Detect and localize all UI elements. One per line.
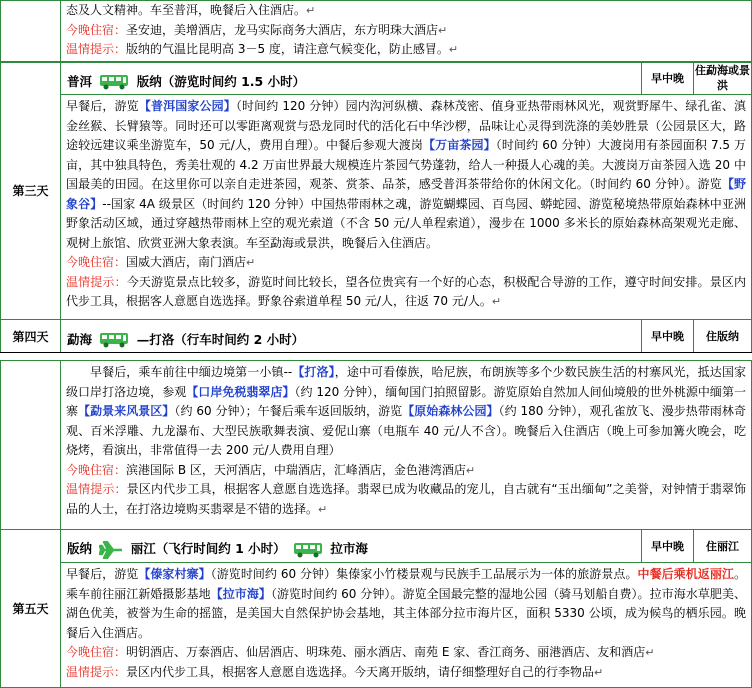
day3-stay-value: 国威大酒店，南门酒店 — [126, 255, 247, 269]
day4-body: 早餐后，乘车前往中缅边境第一小镇--【打洛】，途中可看傣族，哈尼族，布朗族等多个少数民族生活的村寨风光，抵达国家级口岸打洛边境，参观【口岸免税翡翠店】（约 120 分钟），缅甸国门拍照留影。游览原始自然加人间仙境般的世外桃源中缅第一寨【勐景来风景区】（约 60 分钟）；午餐后乘车返回版纳，游览【原始森林公园】（约 180 分钟），观孔雀放飞、漫步热带雨林奇观、百米浮雕、九龙瀑布、大型民族歌舞表演、爱伲山寨（电瓶车 40 元/人不含）。晚餐后入住酒店（晚上可参加篝火晚会，吃烧烤，看演出，非常值得一去 200 元/人费用自理） 今晚住宿：滨港国际 B 区，天河酒店，中瑞酒店，汇峰酒店，金色港湾酒店↵ 温情提示：景区内代步工具，根据客人意愿自选选择。翡翠已成为收藏品的宠儿，自古就有“玉出缅甸”之美誉，对钟情于翡翠饰品的人士，在打洛边境购买翡翠是不错的选择。↵ — [61, 361, 752, 530]
day5-duration: （飞行时间约 1 小时） — [155, 541, 286, 557]
day3-tip-value: 今天游览景点比较多，游览时间比较长，望各位贵宾有一个好的心态，积极配合导游的工作，遵守时间安排。景区内代步工具，根据客人意愿自选选择。野象谷索道单程 50 元/人，往返 70 元/人。 — [66, 274, 746, 308]
bus-icon — [293, 542, 323, 558]
day5-hotel: 住丽江 — [693, 530, 751, 563]
description-text: 早餐后，乘车前往中缅边境第一小镇-- — [90, 365, 293, 379]
day4-tip-value: 景区内代步工具，根据客人意愿自选选择。翡翠已成为收藏品的宠儿，自古就有“玉出缅甸”之美誉，对钟情于翡翠饰品的人士，在打洛边境购买翡翠是不错的选择。 — [66, 482, 746, 516]
description-text: 早餐后，游览 — [66, 567, 139, 581]
attraction-name: 【勐景来风景区】 — [78, 404, 175, 418]
day3-stay-label: 今晚住宿： — [66, 255, 127, 269]
day5-body: 早餐后，游览【傣家村寨】（游览时间约 60 分钟）集傣家小竹楼景观与民族手工品展示为一体的旅游景点。中餐后乘机返丽江。乘车前往丽江新婚摄影基地【拉市海】（游览时间约 60 分钟）。游览全国最完整的湿地公园（骑马划船自费）。拉市海水草肥美、湖色优美，被誉为生命的摇篮，是美国大自然保护协会基地，其主体部分拉市海片区，面积 5330 公顷，成为候鸟的栖乐园。晚餐后入住酒店。 今晚住宿：明钥酒店、万泰酒店、仙居酒店、明珠苑、丽水酒店、南苑 E 家、香江商务、丽港酒店、友和酒店↵ 温情提示：景区内代步工具，根据客人意愿自选选择。今天离开版纳，请仔细整理好自己的行李物品↵ — [61, 563, 752, 688]
attraction-name: 【原始森林公园】 — [402, 404, 499, 418]
day4-description — [66, 363, 746, 461]
page-break-line — [0, 352, 752, 353]
day3-from: 普洱 — [67, 73, 93, 89]
description-text: （游览时间约 60 分钟）。游览全国最完整的湿地公园（骑马划船自费）。拉市海水草肥美、湖色优美，被誉为生命的摇篮，是美国大自然保护协会基地，其主体部分拉市海片区，面积 5330 公顷，成为候鸟的栖乐园。晚餐后入住酒店。 — [66, 586, 746, 640]
attraction-name: 【打洛】 — [292, 365, 335, 379]
day4-hotel: 住版纳 — [694, 320, 752, 353]
day3-body: 早餐后，游览【普洱国家公园】（时间约 120 分钟）园内沟河纵横、森林茂密、值身亚热带雨林风光，观赏野犀牛、绿孔雀、滇金丝猴、长臂猿等。同时还可以零距离观赏与恐龙同时代的活化石中华沙椤，品味让心灵得到洗涤的美妙胜景（公园景区大，路途较远建议乘坐游览车，50 元/人，费用自理）。中餐后参观大渡岗【万亩茶园】（时间约 60 分钟）大渡岗用有茶园面积 7.5 万亩，其中独具特色，秀美壮观的 4.2 万亩世界最大规模连片茶园气势蓬勃，给人一种摄人心魂的美。大渡岗万亩茶园入选 20 中国最美的田园。在这里你可以亲自走进茶园，观茶、赏茶、品茶，感受普洱茶带给你的休闲文化。（时间约 60 分钟）。游览【野象谷】--国家 4A 级景区（时间约 120 分钟）中国热带雨林之魂，游览蝴蝶园、百鸟园、蟒蛇园、游览秘境热带原始森林中亚洲野象活动区域，通过穿越热带雨林上空的观光索道（不含 50 元/人单程索道），漫步在 1000 多米长的原始森林高架观光走廊、观树上旅馆、欣赏亚洲大象表演。车至勐海或景洪，晚餐后入住酒店。 今晚住宿：国威大酒店，南门酒店↵ 温情提示：今天游览景点比较多，游览时间比较长，望各位贵宾有一个好的心态，积极配合导游的工作，遵守时间安排。景区内代步工具，根据客人意愿自选选择。野象谷索道单程 50 元/人，往返 70 元/人。↵ — [61, 95, 752, 320]
day5-from: 版纳 — [67, 541, 93, 557]
day4-from: 勐海 — [67, 331, 93, 347]
day4-tip-label: 温情提示： — [66, 482, 127, 496]
day4-stay-label: 今晚住宿： — [66, 462, 127, 477]
day4-to: —打洛 — [136, 331, 175, 347]
day3-route-title — [61, 62, 642, 95]
day2-tail: 态及人文精神。车至普洱，晚餐后入住酒店。↵ 今晚住宿：圣安迪，美增酒店，龙马实际商务大酒店，东方明珠大酒店↵ 温情提示：版纳的气温比昆明高 3－5 度，请注意气候变化，防止感冒。↵ — [0, 0, 752, 63]
day3-meals: 早中晚 — [642, 62, 694, 95]
day5-description — [66, 565, 746, 643]
day3-description — [66, 97, 746, 253]
day3-tip-label: 温情提示： — [66, 274, 127, 289]
day2-tip-value: 版纳的气温比昆明高 3－5 度，请注意气候变化，防止感冒。 — [126, 42, 449, 56]
day5-to: 丽江 — [130, 541, 156, 557]
attraction-name: 【万亩茶园】 — [423, 138, 496, 152]
day2-day-cell — [1, 1, 61, 63]
day5-tip-value: 景区内代步工具，根据客人意愿自选选择。今天离开版纳，请仔细整理好自己的行李物品 — [126, 664, 595, 679]
day5-route-title — [61, 530, 642, 563]
day5-stay-label: 今晚住宿： — [66, 645, 127, 659]
day5-tip-label: 温情提示： — [66, 664, 127, 679]
day4-label: 第四天 — [1, 320, 61, 353]
day5-label: 第五天 — [1, 530, 61, 688]
day5-meals: 早中晚 — [641, 530, 693, 563]
day3-label: 第三天 — [1, 62, 61, 320]
day4-5-block — [0, 360, 752, 688]
description-text: --国家 4A 级景区（时间约 120 分钟）中国热带雨林之魂，游览蝴蝶园、百鸟园、蟒蛇园、游览秘境热带原始森林中亚洲野象活动区域，通过穿越热带雨林上空的观光索道（不含 50 元/人单程索道），漫步在 1000 多米长的原始森林高架观光走廊、观树上旅馆、欣赏亚洲大象表演。车至勐海或景洪，晚餐后入住酒店。 — [66, 196, 746, 250]
description-text: 早餐后，游览 — [66, 99, 139, 113]
day3-duration: （游览时间约 1.5 小时） — [161, 73, 306, 89]
description-text: （约 180 分钟），观孔雀放飞、漫步热带雨林奇观、百米浮雕、九龙瀑布、大型民族歌舞表演、爱伲山寨（电瓶车 40 元/人不含）。晚餐后入住酒店（晚上可参加篝火晚会，吃烧烤，看演出，非常值得一去 200 元/人费用自理） — [66, 404, 746, 457]
airplane-icon — [99, 541, 123, 559]
description-text: ，途中可看傣族，哈尼族，布朗族等多个少数民族生活的村寨风光，抵达国家级口岸打洛边境，参观 — [66, 365, 746, 399]
description-text: （约 120 分钟），缅甸国门拍照留影。游览原始自然加人间仙境般的世外桃源中缅第一寨 — [66, 384, 746, 418]
day3-block — [0, 61, 752, 353]
bus-icon — [99, 332, 129, 348]
day3-to: 版纳 — [136, 73, 162, 89]
attraction-name: 【拉市海】 — [210, 586, 271, 601]
description-text: （游览时间约 60 分钟）集傣家小竹楼景观与民族手工品展示为一体的旅游景点。 — [210, 567, 638, 581]
day2-tip-label: 温情提示： — [66, 42, 127, 56]
day4-stay-value: 滨港国际 B 区，天河酒店，中瑞酒店，汇峰酒店，金色港湾酒店 — [126, 462, 466, 477]
day5-to2: 拉市海 — [330, 541, 368, 557]
attraction-name: 【野象谷】 — [66, 177, 746, 211]
day4-duration: （行车时间约 2 小时） — [174, 331, 305, 347]
day5-stay-value: 明钥酒店、万泰酒店、仙居酒店、明珠苑、丽水酒店、南苑 E 家、香江商务、丽港酒店、友和酒店 — [126, 645, 646, 659]
description-text: （约 60 分钟）；午餐后乘车返回版纳，游览 — [174, 404, 403, 418]
bus-icon — [99, 74, 129, 90]
day4-meals: 早中晚 — [642, 320, 694, 353]
attraction-name: 【普洱国家公园】 — [138, 99, 236, 113]
day4-day-cell-continued — [1, 361, 61, 530]
attraction-name: 【傣家村寨】 — [138, 567, 211, 581]
day4-route-title — [61, 320, 642, 353]
day2-text-tail: 态及人文精神。车至普洱，晚餐后入住酒店。 — [66, 3, 307, 17]
description-text: 。乘车前往丽江新婚摄影基地 — [66, 567, 746, 601]
description-text: （时间约 120 分钟）园内沟河纵横、森林茂密、值身亚热带雨林风光，观赏野犀牛、绿孔雀、滇金丝猴、长臂猿等。同时还可以零距离观赏与恐龙同时代的活化石中华沙椤，品味让心灵得到洗涤的美妙胜景（公园景区大，路途较远建议乘坐游览车，50 元/人，费用自理）。中餐后参观大渡岗 — [66, 99, 746, 152]
day2-stay-value: 圣安迪，美增酒店，龙马实际商务大酒店，东方明珠大酒店 — [126, 22, 439, 37]
highlight-text: 中餐后乘机返丽江 — [637, 567, 734, 581]
description-text: （时间约 60 分钟）大渡岗用有茶园面积 7.5 万亩，其中独具特色，秀美壮观的 4.2 万亩世界最大规模连片茶园气势蓬勃，给人一种摄人心魂的美。大渡岗万亩茶园入选 20 中国最美的田园。在这里你可以亲自走进茶园，观茶、赏茶、品茶，感受普洱茶带给你的休闲文化。（时间约 60 分钟）。游览 — [66, 138, 746, 191]
day2-stay-label: 今晚住宿： — [66, 22, 127, 37]
day3-hotel: 住勐海或景洪 — [694, 62, 752, 95]
attraction-name: 【口岸免税翡翠店】 — [186, 384, 295, 399]
